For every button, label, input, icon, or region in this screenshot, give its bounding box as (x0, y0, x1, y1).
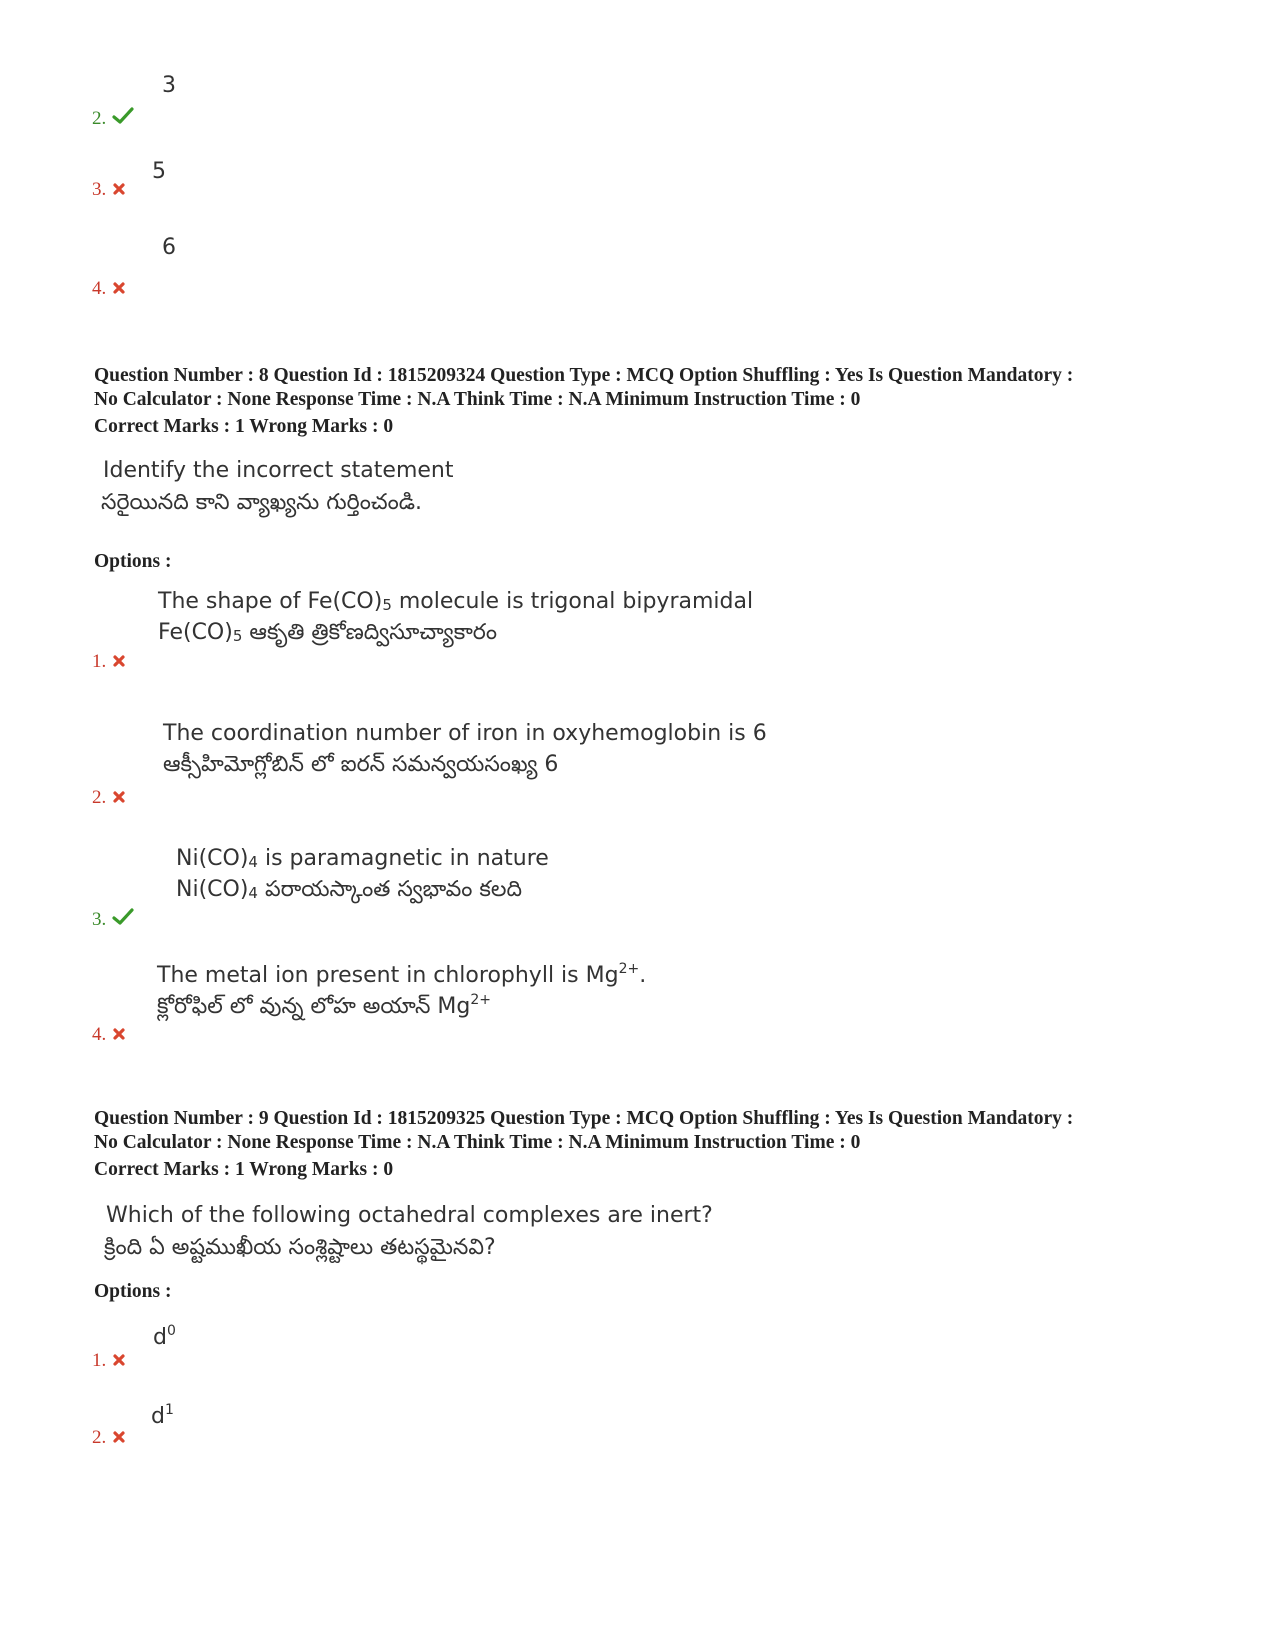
check-icon (112, 911, 134, 930)
question-meta-line: No Calculator : None Response Time : N.A Think Time : N.A Minimum Instruction Time : 0 (94, 1132, 861, 1153)
option-number: 1. (92, 1351, 126, 1371)
option-text: $d^0$ (153, 1323, 176, 1350)
question-meta-line: No Calculator : None Response Time : N.A Think Time : N.A Minimum Instruction Time : 0 (94, 389, 861, 410)
question-marks-line: Correct Marks : 1 Wrong Marks : 0 (94, 1159, 394, 1180)
option-text-te: ఆక్సీహిమోగ్లోబిన్ లో ఐరన్ సమన్వయసంఖ్య 6 (163, 752, 559, 777)
option-text-en: The coordination number of iron in oxyhemoglobin is 6 (163, 721, 767, 746)
cross-icon (112, 181, 126, 200)
option-text: 6 (162, 235, 176, 260)
options-label: Options : (94, 1281, 172, 1302)
option-number: 3. (92, 180, 126, 200)
question-marks-line: Correct Marks : 1 Wrong Marks : 0 (94, 416, 394, 437)
option-number: 2. (92, 1428, 126, 1448)
option-text-en: The metal ion present in chlorophyll is $Mg^{2+}$. (157, 961, 647, 988)
check-icon (112, 110, 134, 129)
option-number: 1. (92, 652, 126, 672)
option-text-te: క్లోరోఫిల్ లో వున్న లోహ అయాన్ $Mg^{2+}$ (157, 992, 491, 1019)
option-text: 5 (152, 159, 166, 184)
question-statement-te: క్రింది ఏ అష్టముఖీయ సంశ్లిష్టాలు తటస్థమైనవి? (104, 1235, 496, 1260)
option-number: 2. (92, 788, 126, 808)
option-number: 4. (92, 1025, 126, 1045)
cross-icon (112, 1352, 126, 1371)
option-text-en: $Ni(CO)_4$ is paramagnetic in nature (176, 846, 549, 871)
question-meta-line: Question Number : 8 Question Id : 1815209324 Question Type : MCQ Option Shuffling : Yes Is Question Mandatory : (94, 365, 1074, 386)
option-text: 3 (162, 73, 176, 98)
option-text: $d^1$ (151, 1402, 174, 1429)
option-number: 2. (92, 109, 134, 129)
question-meta-line: Question Number : 9 Question Id : 1815209325 Question Type : MCQ Option Shuffling : Yes Is Question Mandatory : (94, 1108, 1074, 1129)
option-text-te: $Fe(CO)_5$ ఆకృతి త్రికోణద్విసూచ్యాకారం (158, 620, 497, 645)
cross-icon (112, 280, 126, 299)
cross-icon (112, 1429, 126, 1448)
cross-icon (112, 653, 126, 672)
question-statement-en: Which of the following octahedral complexes are inert? (106, 1203, 713, 1228)
option-number: 4. (92, 279, 126, 299)
question-statement-en: Identify the incorrect statement (103, 458, 454, 483)
question-statement-te: సరైయినది కాని వ్యాఖ్యను గుర్తించండి. (101, 490, 422, 515)
option-number: 3. (92, 910, 134, 930)
cross-icon (112, 1026, 126, 1045)
option-text-te: $Ni(CO)_4$ పరాయస్కాంత స్వభావం కలది (176, 877, 522, 902)
option-text-en: The shape of $Fe(CO)_5$ molecule is trigonal bipyramidal (158, 589, 754, 614)
cross-icon (112, 789, 126, 808)
options-label: Options : (94, 551, 172, 572)
